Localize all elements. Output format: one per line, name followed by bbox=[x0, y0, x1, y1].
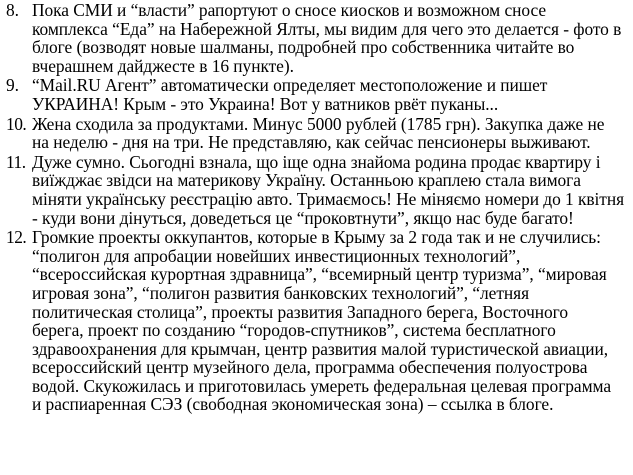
item-line: Громкие проекты оккупантов, которые в Крыму за 2 года так и не случились: bbox=[32, 227, 601, 248]
item-line: УКРАИНА! Крым - это Украина! Вот у ватников рвёт пуканы... bbox=[32, 93, 499, 114]
item-line: - куди вони дінуться, доведеться це “проковтнути”, якщо нас буде багато! bbox=[32, 207, 574, 228]
item-number: 11. bbox=[6, 151, 26, 172]
item-line: водой. Скукожилась и приготовилась умереть федеральная целевая программа bbox=[32, 375, 612, 396]
item-line: здравоохранения для крымчан, центр развития малой туристической авиации, bbox=[32, 338, 609, 359]
list-item bbox=[6, 76, 630, 113]
item-line: всероссийский центр музейного дела, программа обеспечения полуострова bbox=[32, 357, 588, 378]
item-line: Жена сходила за продуктами. Минус 5000 рублей (1785 грн). Закупка даже не bbox=[32, 113, 605, 134]
news-list bbox=[6, 0, 630, 414]
list-item bbox=[6, 153, 630, 227]
item-line: Пока СМИ и “власти” рапортуют о сносе киосков и возможном сносе bbox=[32, 0, 546, 20]
list-item bbox=[6, 228, 630, 414]
item-line: блоге (возводят новые шалманы, подробней про собственника читайте во bbox=[32, 37, 575, 58]
item-number: 12. bbox=[6, 227, 27, 248]
item-line: берега, проект по созданию “городов-спутников”, система бесплатного bbox=[32, 320, 556, 341]
item-number: 9. bbox=[6, 75, 19, 96]
item-line: “полигон для апробации новейших инвестиционных технологий”, bbox=[32, 245, 521, 266]
item-number: 8. bbox=[6, 0, 19, 20]
item-line: политическая столица”, проекты развития Западного берега, Восточного bbox=[32, 301, 568, 322]
item-line: “Mail.RU Агент” автоматически определяет местоположение и пишет bbox=[32, 75, 548, 96]
item-line: на неделю - дня на три. Не представляю, как сейчас пенсионеры выживают. bbox=[32, 132, 591, 153]
list-item bbox=[6, 115, 630, 152]
item-line: игровая зона”, “полигон развития банковских технологий”, “летняя bbox=[32, 282, 530, 303]
item-line: и распиаренная СЭЗ (свободная экономическая зона) – ссылка в блоге. bbox=[32, 394, 554, 415]
item-line: комплекса “Еда” на Набережной Ялты, мы видим для чего это делается - фото в bbox=[32, 18, 622, 39]
item-line: “всероссийская курортная здравница”, “всемирный центр туризма”, “мировая bbox=[32, 264, 607, 285]
item-line: міняти українську реєстрацію авто. Тримаємось! Не міняємо номери до 1 квітня bbox=[32, 188, 625, 209]
item-line: Дуже сумно. Сьогодні взнала, що іще одна знайома родина продає квартиру і bbox=[32, 151, 601, 172]
list-item bbox=[6, 1, 630, 75]
item-line: виїжджає звідси на материкову Україну. Останньою краплею стала вимога bbox=[32, 170, 581, 191]
item-number: 10. bbox=[6, 113, 27, 134]
item-line: вчерашнем дайджесте в 16 пункте). bbox=[32, 55, 294, 76]
